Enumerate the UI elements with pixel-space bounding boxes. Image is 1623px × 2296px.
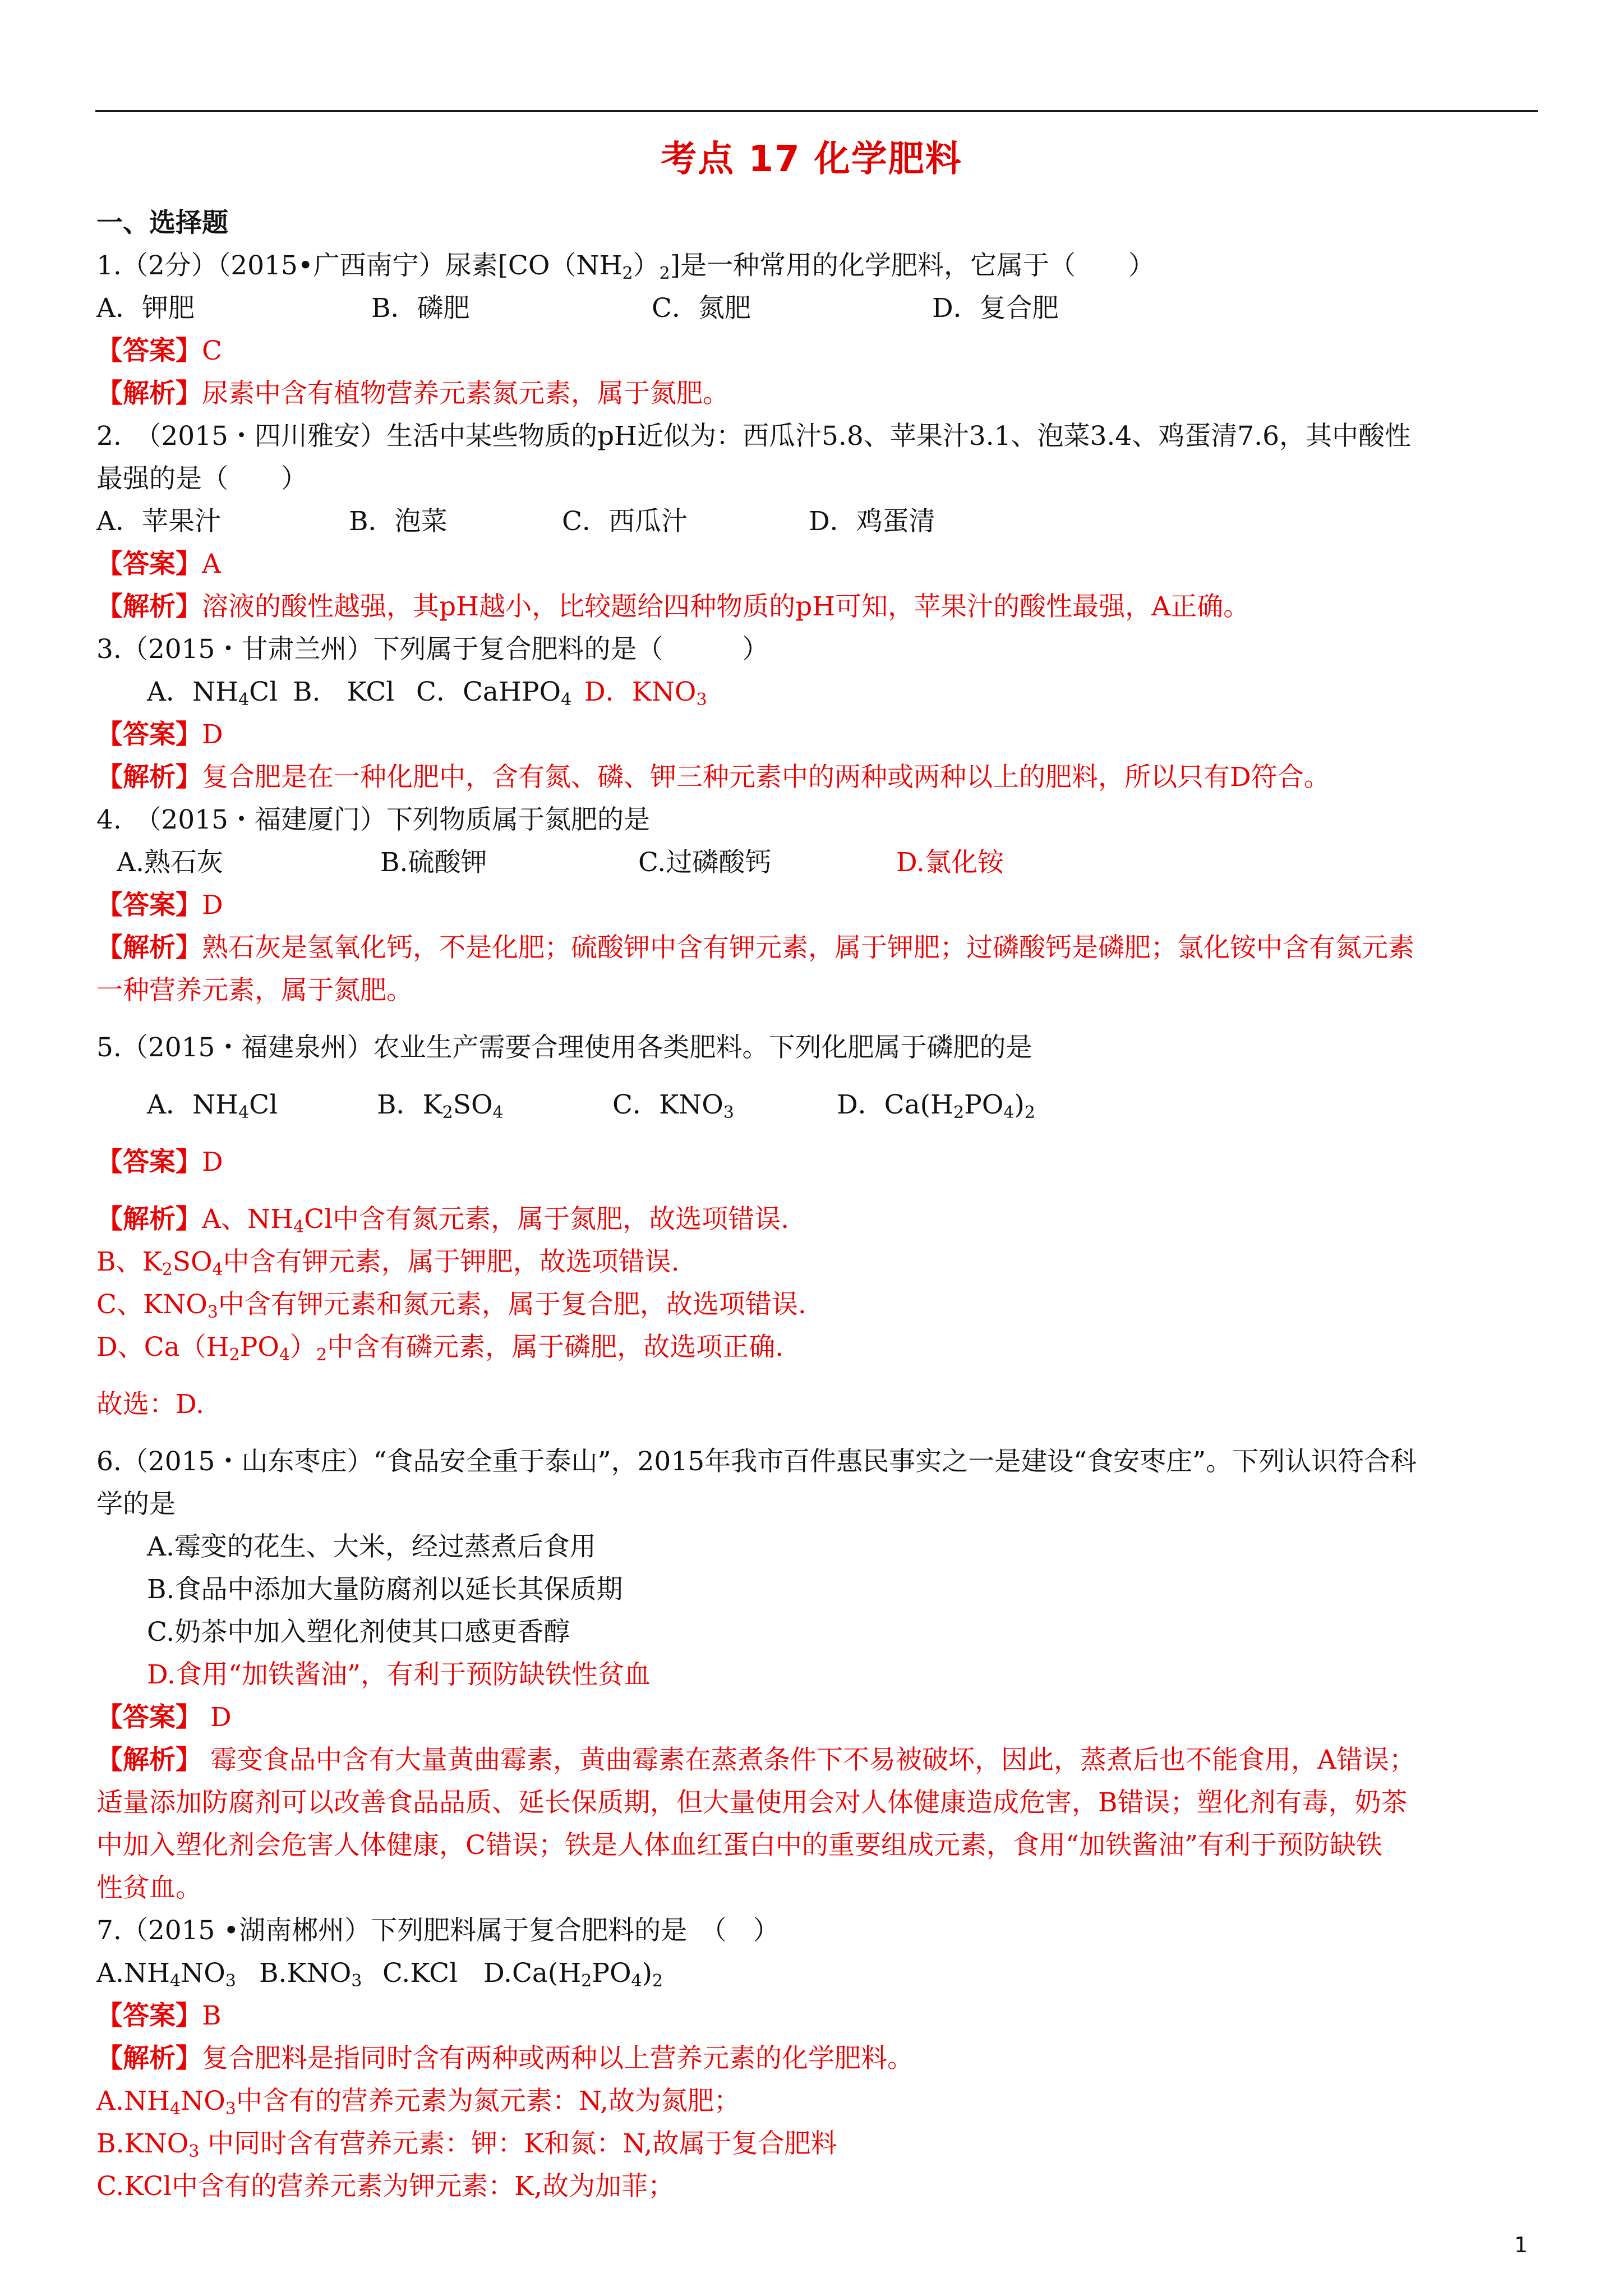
question-6-analysis-cont: 适量添加防腐剂可以改善食品品质、延长保质期，但大量使用会对人体健康造成危害，B错误；塑化剂有毒，奶茶: [96, 1787, 1408, 1818]
option: D．$Ca(H_2PO_4)_2$: [837, 1089, 1035, 1122]
question-5-analysis-c: C、$KNO_3$中含有钾元素和氮元素，属于复合肥，故选项错误.: [96, 1289, 806, 1322]
option: D．$KNO_3$: [584, 677, 707, 710]
question-3-options: [96, 671, 1543, 714]
question-3-answer: 【答案】D: [96, 719, 223, 750]
question-6-analysis: 【解析】 霉变食品中含有大量黄曲霉素，黄曲霉素在蒸煮条件下不易被破坏，因此，蒸煮后也不能食用，A错误；: [96, 1745, 1415, 1775]
option: D．复合肥: [932, 293, 1059, 324]
option: D.氯化铵: [896, 847, 1004, 878]
page-title: 考点 17 化学肥料: [661, 139, 962, 180]
question-5-options: [96, 1084, 1543, 1126]
question-2-analysis: 【解析】溶液的酸性越强，其pH越小，比较题给四种物质的pH可知，苹果汁的酸性最强，A正确。: [96, 591, 1250, 622]
option: A.熟石灰: [117, 847, 223, 878]
question-7-options: [96, 1952, 1543, 1995]
option: $D.Ca(H_2PO_4)_2$: [483, 1958, 663, 1991]
option: B．磷肥: [371, 293, 470, 324]
question-1-stem: 1.（2分）（2015•广西南宁）尿素$[CO(NH_2)_2]$是一种常用的化学肥料，它属于（ ）: [96, 250, 1155, 283]
top-rule: [95, 110, 1538, 112]
option: C.KCl: [382, 1958, 458, 1989]
option: B.硫酸钾: [380, 847, 487, 878]
option: B.食品中添加大量防腐剂以延长其保质期: [147, 1574, 623, 1605]
option: C．氮肥: [652, 293, 751, 324]
question-5-analysis-d: D、$Ca(H_2PO_4)_2$中含有磷元素，属于磷肥，故选项正确.: [96, 1332, 784, 1365]
question-4-analysis-cont: 一种营养元素，属于氮肥。: [96, 975, 413, 1006]
question-5-analysis-b: B、$K_2SO_4$中含有钾元素，属于钾肥，故选项错误.: [96, 1246, 680, 1280]
question-2-stem: 2. （2015・四川雅安）生活中某些物质的pH近似为：西瓜汁5.8、苹果汁3.1、泡菜3.4、鸡蛋清7.6，其中酸性: [96, 421, 1412, 452]
document-body: [96, 202, 1543, 2208]
option: $A.NH_4NO_3$: [96, 1958, 236, 1991]
question-4-stem: 4. （2015・福建厦门）下列物质属于氮肥的是: [96, 804, 650, 835]
question-5-choice: 故选：D.: [96, 1389, 204, 1420]
question-7-analysis-b: $B.KNO_3$ 中同时含有营养元素：钾：K和氮：N,故属于复合肥料: [96, 2128, 837, 2161]
option: A．苹果汁: [96, 506, 221, 537]
option: C．$KNO_3$: [612, 1089, 734, 1122]
question-7-stem: 7.（2015 •湖南郴州）下列肥料属于复合肥料的是 （ ）: [96, 1915, 780, 1946]
option: B．$K_2SO_4$: [377, 1089, 504, 1122]
option: A．$NH_4Cl$: [147, 677, 278, 710]
question-1-answer: 【答案】C: [96, 335, 222, 366]
option: A．$NH_4Cl$: [147, 1089, 278, 1122]
question-6-answer: 【答案】 D: [96, 1702, 232, 1733]
section-heading: 一、选择题: [96, 208, 228, 238]
question-1-options: [96, 287, 1543, 330]
option: D.食用“加铁酱油”，有利于预防缺铁性贫血: [147, 1659, 651, 1690]
question-6-stem: 6.（2015・山东枣庄）“食品安全重于泰山”，2015年我市百件惠民事实之一是建设“食安枣庄”。下列认识符合科: [96, 1446, 1417, 1477]
question-5-stem: 5.（2015・福建泉州）农业生产需要合理使用各类肥料。下列化肥属于磷肥的是: [96, 1032, 1032, 1063]
question-5-analysis: 【解析】A、$NH_4Cl$中含有氮元素，属于氮肥，故选项错误.: [96, 1204, 790, 1237]
option: A.霉变的花生、大米，经过蒸煮后食用: [147, 1531, 596, 1562]
option: C．CaHPO$_4$: [416, 677, 572, 710]
option: $B.KNO_3$: [259, 1958, 362, 1991]
option: C.过磷酸钙: [638, 847, 772, 878]
page-number: 1: [1514, 2233, 1528, 2257]
option: D．鸡蛋清: [809, 506, 935, 537]
question-7-analysis-c: C.KCl中含有的营养元素为钾元素：K,故为加菲；: [96, 2171, 675, 2202]
question-1-analysis: 【解析】尿素中含有植物营养元素氮元素，属于氮肥。: [96, 378, 729, 409]
question-3-stem: 3.（2015・甘肃兰州）下列属于复合肥料的是（ ）: [96, 634, 769, 665]
question-2-answer: 【答案】A: [96, 549, 221, 579]
option: C.奶茶中加入塑化剂使其口感更香醇: [147, 1617, 570, 1648]
question-3-analysis: 【解析】复合肥是在一种化肥中，含有氮、磷、钾三种元素中的两种或两种以上的肥料，所以只有D符合。: [96, 762, 1330, 793]
option: C．西瓜汁: [562, 506, 688, 537]
question-7-analysis: 【解析】复合肥料是指同时含有两种或两种以上营养元素的化学肥料。: [96, 2043, 914, 2074]
question-6-analysis-cont: 中加入塑化剂会危害人体健康，C错误；铁是人体血红蛋白中的重要组成元素，食用“加铁酱油”有利于预防缺铁: [96, 1830, 1383, 1861]
question-4-analysis: 【解析】熟石灰是氢氧化钙，不是化肥；硫酸钾中含有钾元素，属于钾肥；过磷酸钙是磷肥；氯化铵中含有氮元素: [96, 932, 1414, 963]
question-7-analysis-a: $A.NH_4NO_3$中含有的营养元素为氮元素：N,故为氮肥；: [96, 2086, 740, 2119]
question-4-options: [96, 841, 1543, 884]
option: A．钾肥: [96, 293, 195, 324]
question-2-options: [96, 500, 1543, 543]
question-6-stem-cont: 学的是: [96, 1489, 176, 1520]
option: B. KCl: [293, 677, 395, 707]
option: B．泡菜: [349, 506, 448, 537]
question-6-analysis-cont: 性贫血。: [96, 1872, 202, 1903]
question-5-answer: 【答案】D: [96, 1147, 223, 1177]
question-2-stem-cont: 最强的是（ ）: [96, 463, 307, 494]
question-7-answer: 【答案】B: [96, 2000, 222, 2031]
question-4-answer: 【答案】D: [96, 890, 223, 921]
